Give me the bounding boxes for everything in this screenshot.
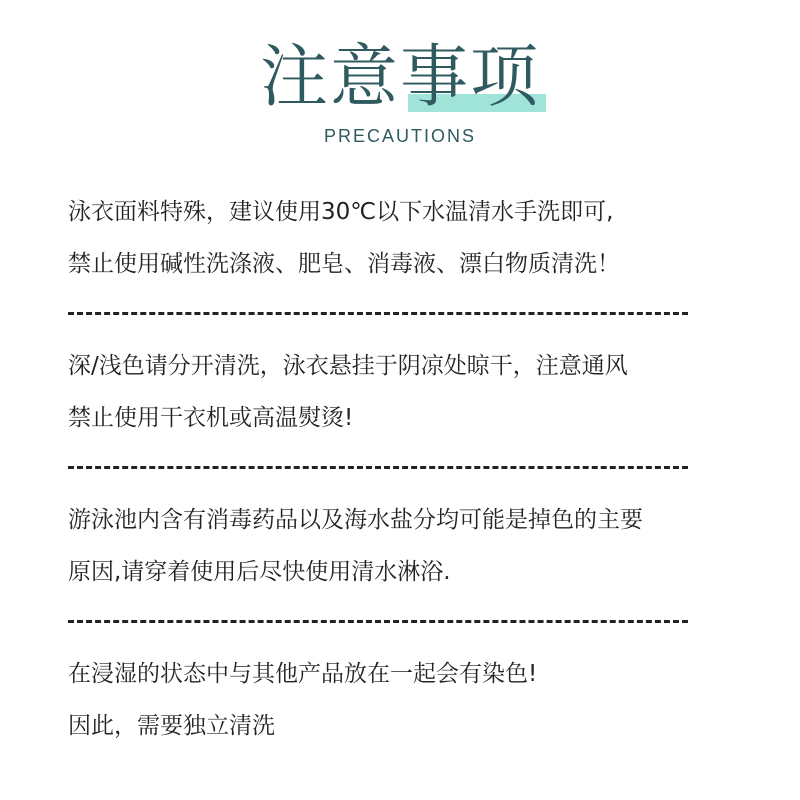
precaution-line: 禁止使用干衣机或高温熨烫! xyxy=(68,405,354,431)
precaution-line: 在浸湿的状态中与其他产品放在一起会有染色! xyxy=(68,661,538,687)
precaution-section-fading xyxy=(68,494,738,598)
precaution-line: 禁止使用碱性洗涤液、肥皂、消毒液、漂白物质清洗！ xyxy=(68,251,620,277)
precautions-content xyxy=(68,186,738,752)
precaution-line: 深/浅色请分开清洗，泳衣悬挂于阴凉处晾干，注意通风 xyxy=(68,353,628,379)
dashed-divider xyxy=(68,444,738,494)
precaution-section-drying xyxy=(68,340,738,444)
precaution-section-staining xyxy=(68,648,738,752)
precaution-line: 泳衣面料特殊，建议使用30℃以下水温清水手洗即可, xyxy=(68,199,614,225)
page-title: 注意事项 xyxy=(259,38,540,117)
title-block xyxy=(0,38,800,128)
dashed-divider xyxy=(68,290,738,340)
precaution-line: 游泳池内含有消毒药品以及海水盐分均可能是掉色的主要 xyxy=(68,507,643,533)
page-subtitle: PRECAUTIONS xyxy=(323,126,477,146)
precaution-section-washing xyxy=(68,186,738,290)
precaution-line: 因此，需要独立清洗 xyxy=(68,713,275,739)
precaution-line: 原因,请穿着使用后尽快使用清水淋浴. xyxy=(68,559,451,585)
dashed-divider xyxy=(68,598,738,648)
